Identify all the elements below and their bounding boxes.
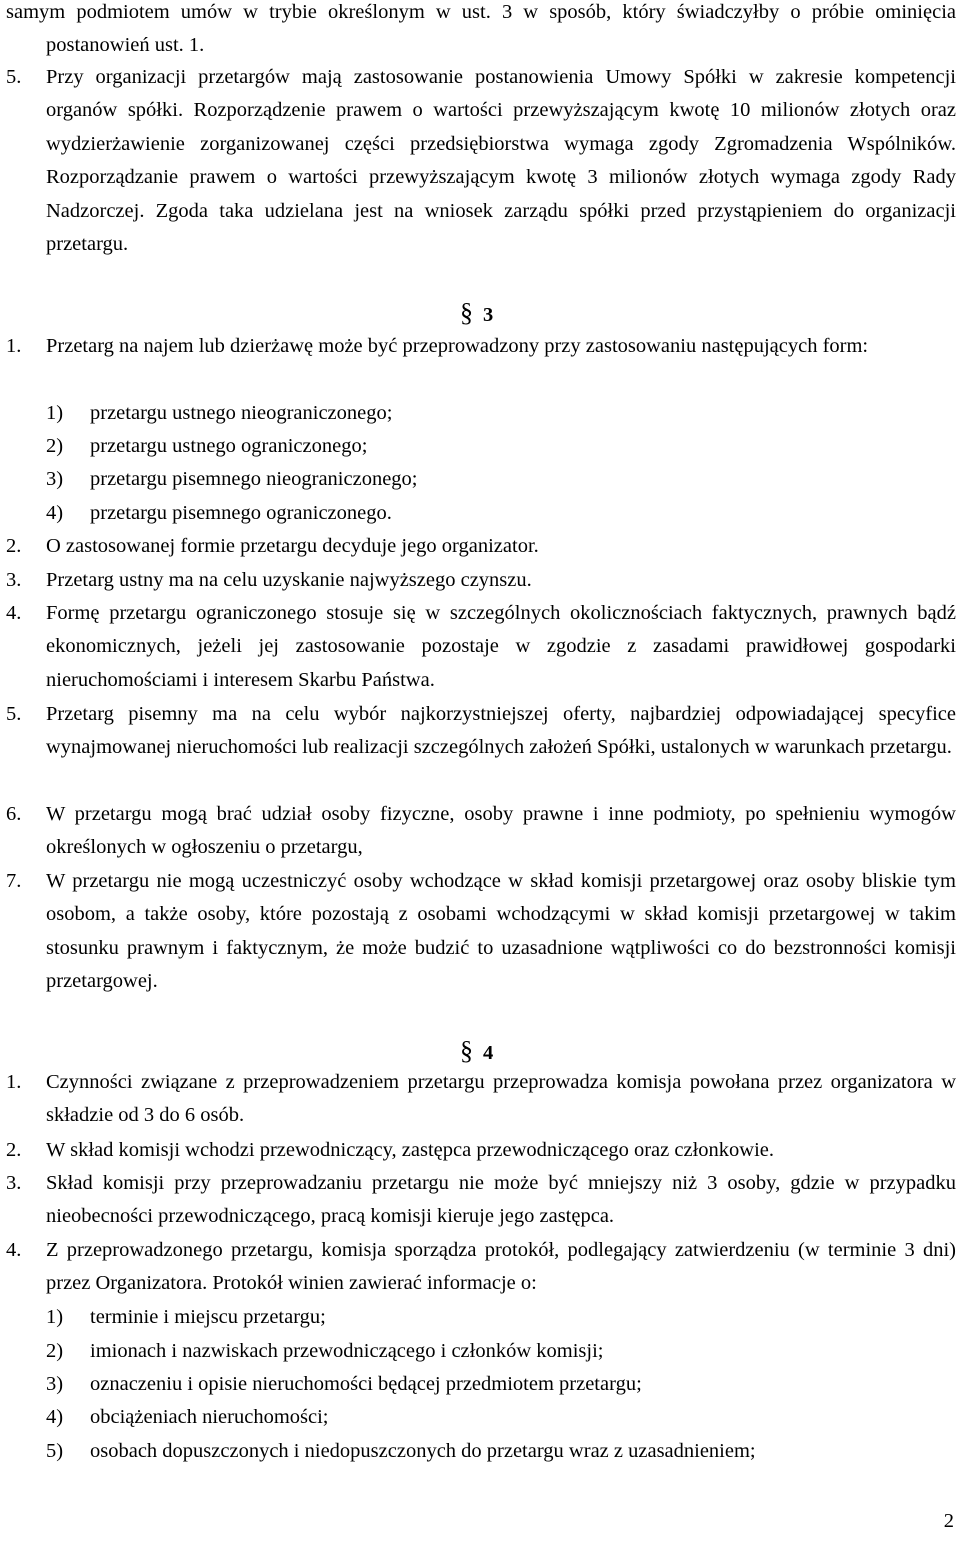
section3-paragraph-3: Przetarg ustny ma na celu uzyskanie najwyższego czynszu. [46,569,532,591]
form-item: 4) przetargu pisemnego ograniczonego. [46,502,392,524]
paragraph-number: 3. [6,1172,22,1194]
section3-paragraph-2: O zastosowanej formie przetargu decyduje jego organizator. [46,535,539,557]
form-item: 1) przetargu ustnego nieograniczonego; [46,402,393,424]
info-item: 2) imionach i nazwiskach przewodniczącego i członków komisji; [46,1340,604,1362]
page-number: 2 [943,1510,954,1532]
info-item: 3) oznaczeniu i opisie nieruchomości będącej przedmiotem przetargu; [46,1373,642,1395]
section3-paragraph-6: W przetargu mogą brać udział osoby fizyczne, osoby prawne i inne podmioty, po spełnieniu wymogów określonych w ogłoszeniu o przetargu, [46,803,956,859]
section3-paragraph-4: Formę przetargu ograniczonego stosuje się w szczególnych okolicznościach faktycznych, prawnych bądź ekonomicznych, jeżeli jej zastosowanie pozostaje w zgodzie z zasadami prawidłowej gospodarki nieruchomościami i interesem Skarbu Państwa. [46,602,956,691]
paragraph-number: 1. [6,1071,22,1093]
info-item: 5) osobach dopuszczonych i niedopuszczonych do przetargu wraz z uzasadnieniem; [46,1440,756,1462]
paragraph-number: 2. [6,1139,22,1161]
form-item: 3) przetargu pisemnego nieograniczonego; [46,468,418,490]
paragraph-number: 2. [6,535,22,557]
section-heading-4: § 4 [460,1036,494,1065]
section4-paragraph-4: Z przeprowadzonego przetargu, komisja sporządza protokół, podlegający zatwierdzeniu (w terminie 3 dni) przez Organizatora. Protokół winien zawierać informacje o: [46,1239,956,1295]
section3-paragraph-7: W przetargu nie mogą uczestniczyć osoby wchodzące w skład komisji przetargowej oraz osoby bliskie tym osobom, a także osoby, które pozostają z osobami wchodzącymi w skład komisji przetargowej w takim stosunku prawnym i faktycznym, że może budzić to uzasadnione wątpliwości co do bezstronności komisji przetargowej. [46,870,956,993]
paragraph-number: 5. [6,703,22,725]
section4-paragraph-3: Skład komisji przy przeprowadzaniu przetargu nie może być mniejszy niż 3 osoby, gdzie w przypadku nieobecności przewodniczącego, pracą komisji kieruje jego zastępca. [46,1172,956,1228]
paragraph-5: Przy organizacji przetargów mają zastosowanie postanowienia Umowy Spółki w zakresie kompetencji organów spółki. Rozporządzenie prawem o wartości przewyższającym kwotę 10 milionów złotych oraz wydzierżawienie zorganizowanej części przedsiębiorstwa wymaga zgody Zgromadzenia Wspólników. Rozporządzanie prawem o wartości przewyższającym kwotę 3 milionów złotych wymaga zgody Rady Nadzorczej. Zgoda taka udzielana jest na wniosek zarządu spółki przed przystąpieniem do organizacji przetargu. [46,66,956,256]
paragraph-number: 4. [6,1239,22,1261]
section3-paragraph-1: Przetarg na najem lub dzierżawę może być przeprowadzony przy zastosowaniu następujących form: [46,335,869,357]
paragraph-continuation: samym podmiotem umów w trybie określonym w ust. 3 w sposób, który świadczyłby o próbie ominięcia postanowień ust. 1. [6,1,956,57]
paragraph-number: 5. [6,66,22,88]
paragraph-number: 6. [6,803,22,825]
info-item: 1) terminie i miejscu przetargu; [46,1306,326,1328]
paragraph-number: 3. [6,569,22,591]
paragraph-number: 7. [6,870,22,892]
section-heading-3: § 3 [460,298,494,327]
form-item: 2) przetargu ustnego ograniczonego; [46,435,368,457]
paragraph-number: 4. [6,602,22,624]
section4-paragraph-2: W skład komisji wchodzi przewodniczący, zastępca przewodniczącego oraz członkowie. [46,1139,775,1161]
info-item: 4) obciążeniach nieruchomości; [46,1406,329,1428]
paragraph-number: 1. [6,335,22,357]
section4-paragraph-1: Czynności związane z przeprowadzeniem przetargu przeprowadza komisja powołana przez organizatora w składzie od 3 do 6 osób. [46,1071,956,1127]
section3-paragraph-5: Przetarg pisemny ma na celu wybór najkorzystniejszej oferty, najbardziej odpowiadającej specyfice wynajmowanej nieruchomości lub realizacji szczególnych założeń Spółki, ustalonych w warunkach przetargu. [46,703,956,759]
